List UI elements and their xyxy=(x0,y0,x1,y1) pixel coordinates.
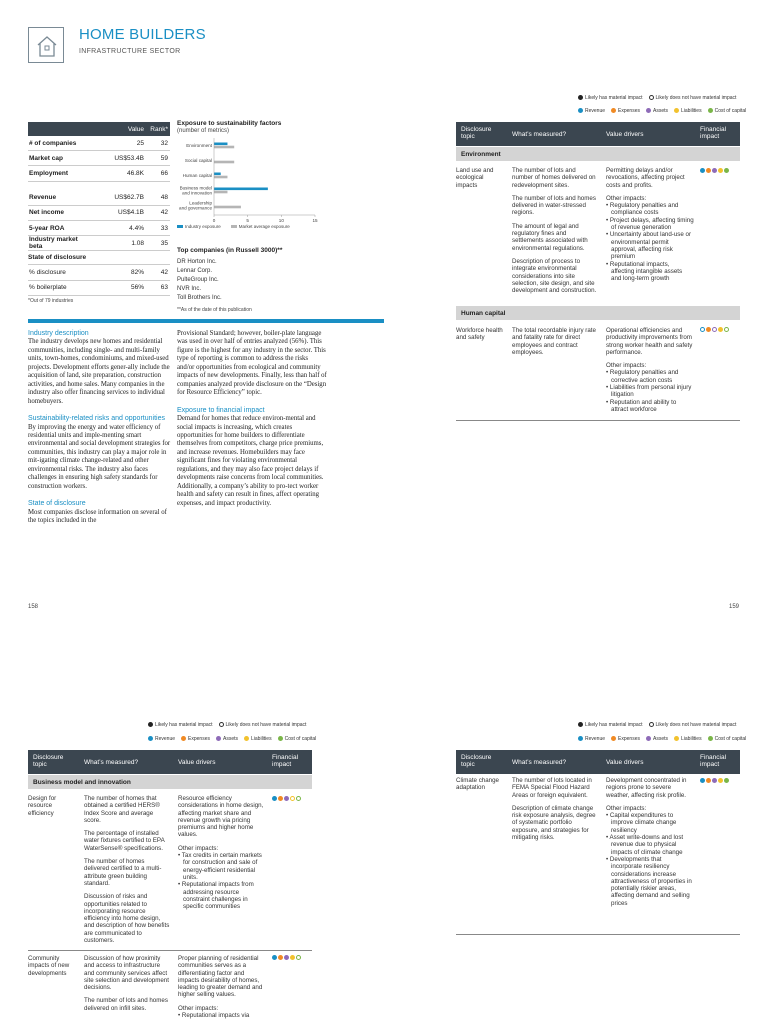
text-column-right xyxy=(177,330,327,517)
paragraph: The industry develops new homes and residential communities, including single- and multi-family units, town-homes, condominiums, and mixed-used projects. Development efforts gener-ally include the acquisition of land, site preparation, construction activities, and home sales. Many companies in the industry also offer financing services to individual homebuyers. xyxy=(28,338,170,405)
text-column-left xyxy=(28,330,176,535)
topic-cell: Land use and ecological impacts xyxy=(456,167,494,189)
divider xyxy=(28,319,384,323)
materiality-legend: Likely has material impact Likely does not have material impact xyxy=(578,722,736,728)
col-value: Value xyxy=(127,125,144,133)
legend-market: Market average exposure xyxy=(231,224,290,229)
impact-dots xyxy=(700,778,729,783)
section-band: Business model and innovation xyxy=(28,775,312,789)
impact-legend: Revenue Expenses Assets Liabilities Cost of capital xyxy=(578,736,746,742)
cost-capital-impact-dot xyxy=(724,778,729,783)
section-band: Environment xyxy=(456,147,740,161)
expenses-impact-dot xyxy=(706,327,711,332)
paragraph: Most companies disclose information on several of the topics included in the xyxy=(28,508,167,525)
bar-market xyxy=(214,176,227,179)
category-label: Social capital xyxy=(184,158,212,163)
bar-market xyxy=(214,191,227,194)
impact-dots xyxy=(272,796,301,801)
topic-cell: Design for resource efficiency xyxy=(28,795,57,817)
house-logo-icon xyxy=(28,27,64,63)
expenses-impact-dot xyxy=(278,955,283,960)
assets-impact-dot xyxy=(712,168,717,173)
paragraph: Demand for homes that reduce environ-mental and social impacts is increasing, which creates opportunities for home builders to differentiate themselves from competitors, charge price premiums, and increase revenues. Homebuilders may face significant fines for violating environmental regulations, and they may also face project delays if developments raise concerns from local communities. Additionally, a company’s ability to pro-tect worker health and safety can result in fines, affect operating expenses, and impact productivity. xyxy=(177,415,324,507)
revenue-dot-icon xyxy=(578,108,583,113)
industry-stats-table xyxy=(28,122,170,304)
category-label: Business model xyxy=(179,185,212,191)
revenue-impact-dot xyxy=(272,955,277,960)
bar-industry xyxy=(214,173,221,176)
assets-impact-dot xyxy=(712,327,717,332)
exposure-chart-title: Exposure to sustainability factors xyxy=(177,120,282,127)
expenses-impact-dot xyxy=(706,778,711,783)
drivers-cell: Proper planning of residential communities serves as a differentiating factor and impacts desirability of homes, leading to greater demand and higher selling values. Other impacts: • Reputational impacts via xyxy=(178,955,266,1024)
x-tick-label: 0 xyxy=(212,218,216,223)
drivers-cell: Operational efficiencies and productivity improvements from strong worker health and safety performance. Other impacts: • Regulatory penalties and corrective action costs • Liabilities from personal injury litigation • Reputation and ability to attract workforce xyxy=(606,327,694,413)
cost-capital-impact-dot xyxy=(296,955,301,960)
table-row: Revenue US$62.7B 48 xyxy=(28,191,170,206)
stats-table-header xyxy=(28,122,170,136)
page-subtitle: INFRASTRUCTURE SECTOR xyxy=(79,48,181,55)
list-item: Toll Brothers Inc. xyxy=(177,295,222,301)
bar-market xyxy=(214,206,241,209)
section-heading: Sustainability-related risks and opportunities xyxy=(28,415,165,423)
disclosure-table-header: Disclosure topic What’s measured? Value drivers Financial impact xyxy=(456,750,740,774)
topic-cell: Climate change adaptation xyxy=(456,777,499,792)
list-item: PulteGroup Inc. xyxy=(177,277,219,283)
topic-cell: Community impacts of new developments xyxy=(28,955,70,977)
impact-dots xyxy=(700,168,729,173)
divider xyxy=(456,420,740,421)
drivers-cell: Development concentrated in regions prone to severe weather, affecting risk profile. Other impacts: • Capital expenditures to improve climate change resiliency • Asset write-downs and lost revenue due to physical impacts of climate change • Developments that incorporate resiliency considerations increase attractiveness of properties in potentially riskier areas, affecting demand and selling prices xyxy=(606,777,694,907)
bar-industry xyxy=(214,143,227,146)
divider xyxy=(28,950,312,951)
expenses-impact-dot xyxy=(706,168,711,173)
expenses-impact-dot xyxy=(278,796,283,801)
bar-industry xyxy=(214,188,268,191)
list-item: Lennar Corp. xyxy=(177,268,213,274)
materiality-legend: Likely has material impact Likely does not have material impact xyxy=(148,722,306,728)
cost-capital-dot-icon xyxy=(708,108,713,113)
liabilities-impact-dot xyxy=(290,796,295,801)
assets-impact-dot xyxy=(284,955,289,960)
section-heading: State of disclosure xyxy=(28,500,86,508)
list-item: NVR Inc. xyxy=(177,286,202,292)
category-label: and innovation xyxy=(182,190,212,196)
measured-cell: The total recordable injury rate and fatality rate for direct employees and contract employees. xyxy=(512,327,596,356)
x-tick-label: 15 xyxy=(312,218,318,223)
category-label: Human capital xyxy=(182,173,212,178)
table-row: Net income US$4.1B 42 xyxy=(28,206,170,221)
bar-market xyxy=(214,146,234,149)
table-row: % disclosure 82% 42 xyxy=(28,265,170,280)
assets-dot-icon xyxy=(646,108,651,113)
table-row: Employment 46.8K 66 xyxy=(28,166,170,181)
section-band: Human capital xyxy=(456,306,740,320)
drivers-cell: Permitting delays and/or revocations, affecting project costs and profits. Other impacts: • Regulatory penalties and compliance costs • Project delays, affecting timing of revenue generation • Uncertainty about land-use or environmental permit approval, affecting risk premium • Reputational impacts, affecting intangible assets and long-term growth xyxy=(606,167,694,282)
section-heading: Exposure to financial impact xyxy=(177,406,265,414)
liabilities-impact-dot xyxy=(290,955,295,960)
impact-legend: Revenue Expenses Assets Liabilities Cost of capital xyxy=(148,736,316,742)
table-row: % boilerplate 56% 63 xyxy=(28,281,170,296)
bar-market xyxy=(214,161,234,164)
page-number: 158 xyxy=(28,604,39,610)
liabilities-impact-dot xyxy=(718,778,723,783)
cost-capital-impact-dot xyxy=(724,168,729,173)
materiality-legend: Likely has material impact Likely does not have material impact xyxy=(578,95,736,101)
table-row: # of companies 25 32 xyxy=(28,136,170,151)
measured-cell: The number of lots located in FEMA Special Flood Hazard Areas or foreign equivalent. Description of climate change risk exposure analysis, degree of systematic portfolio exposure, and strategies for mitigating risks. xyxy=(512,777,596,842)
paragraph: By improving the energy and water efficiency of residential units and imple-menting smart environmental and social development strategies for communities, this industry can play a major role in mit-igating climate change-related and other environmental risks. The industry also faces challenges in ensuring high safety standards for construction workers. xyxy=(28,423,171,490)
exposure-bar-chart xyxy=(170,134,330,224)
page-number: 159 xyxy=(729,604,740,610)
category-label: and governance xyxy=(179,205,212,211)
divider xyxy=(456,934,740,935)
impact-dots xyxy=(272,955,301,960)
exposure-chart-subtitle: (number of metrics) xyxy=(177,128,230,134)
cost-capital-impact-dot xyxy=(724,327,729,332)
stats-section-label: State of disclosure xyxy=(28,251,170,265)
liabilities-impact-dot xyxy=(718,168,723,173)
expenses-dot-icon xyxy=(611,108,616,113)
liabilities-impact-dot xyxy=(718,327,723,332)
list-item: DR Horton Inc. xyxy=(177,259,217,265)
disclosure-table-header: Disclosure topic What’s measured? Value drivers Financial impact xyxy=(28,750,312,774)
revenue-impact-dot xyxy=(700,168,705,173)
top-companies-title: Top companies (in Russell 3000)** xyxy=(177,247,283,254)
liabilities-dot-icon xyxy=(674,108,679,113)
revenue-impact-dot xyxy=(700,327,705,332)
stats-footnote: *Out of 79 industries xyxy=(28,297,74,304)
assets-impact-dot xyxy=(712,778,717,783)
table-row: Industry market beta 1.08 35 xyxy=(29,236,168,251)
table-row: Market cap US$53.4B 59 xyxy=(28,151,170,166)
x-tick-label: 10 xyxy=(278,218,284,223)
assets-impact-dot xyxy=(284,796,289,801)
paragraph: Provisional Standard; however, boiler-plate language was used in over half of entries analyzed (56%). This figure is the highest for any industry in the sector. This type of reporting is common to address the risks and/or opportunities from ecological and community impacts of new developments. Finally, less than half of companies analyzed provide disclosure on the “Design for Resource Efficiency” topic. xyxy=(177,330,327,397)
section-heading: Industry description xyxy=(28,330,89,337)
table-row: 5-year ROA 4.4% 33 xyxy=(28,221,170,236)
measured-cell: Discussion of how proximity and access to infrastructure and community services affect site selection and development decisions. The number of lots and homes delivered on infill sites. xyxy=(84,955,169,1012)
topic-cell: Workforce health and safety xyxy=(456,327,503,342)
col-rank: Rank* xyxy=(150,125,168,133)
legend-industry: Industry exposure xyxy=(177,224,221,229)
x-tick-label: 5 xyxy=(246,218,249,223)
page-title: HOME BUILDERS xyxy=(79,26,206,43)
category-label: Leadership xyxy=(189,200,212,206)
measured-cell: The number of homes that obtained a certified HERS® Index Score and average score. The percentage of installed water fixtures certified to EPA WaterSense® specifications. The number of homes delivered certified to a multi-attribute green building standard. Discussion of risks and opportunities related to incorporating resource efficiency into home design, and description of how benefits are communicated to customers. xyxy=(84,795,170,945)
drivers-cell: Resource efficiency considerations in home design, affecting market share and revenue growth via pricing premiums and higher home values. Other impacts: • Tax credits in certain markets for construction and sale of energy-efficient residential units. • Reputational impacts from addressing resource constraint challenges in specific communities xyxy=(178,795,266,910)
revenue-impact-dot xyxy=(272,796,277,801)
impact-dots xyxy=(700,327,729,332)
chart-legend xyxy=(177,224,290,229)
top-companies-footnote: **As of the date of this publication xyxy=(177,307,252,313)
impact-legend: Revenue Expenses Assets Liabilities Cost of capital xyxy=(578,108,746,114)
disclosure-table-header: Disclosure topic What’s measured? Value drivers Financial impact xyxy=(456,122,740,146)
top-companies-list xyxy=(177,258,222,303)
revenue-impact-dot xyxy=(700,778,705,783)
cost-capital-impact-dot xyxy=(296,796,301,801)
measured-cell: The number of lots and number of homes delivered on redevelopment sites. The number of lots and homes delivered in water-stressed regions. The amount of legal and regulatory fines and settlements associated with environmental regulations. Description of process to integrate environmental considerations into site selection, site design, and site development and construction. xyxy=(512,167,597,295)
category-label: Environment xyxy=(186,143,212,148)
